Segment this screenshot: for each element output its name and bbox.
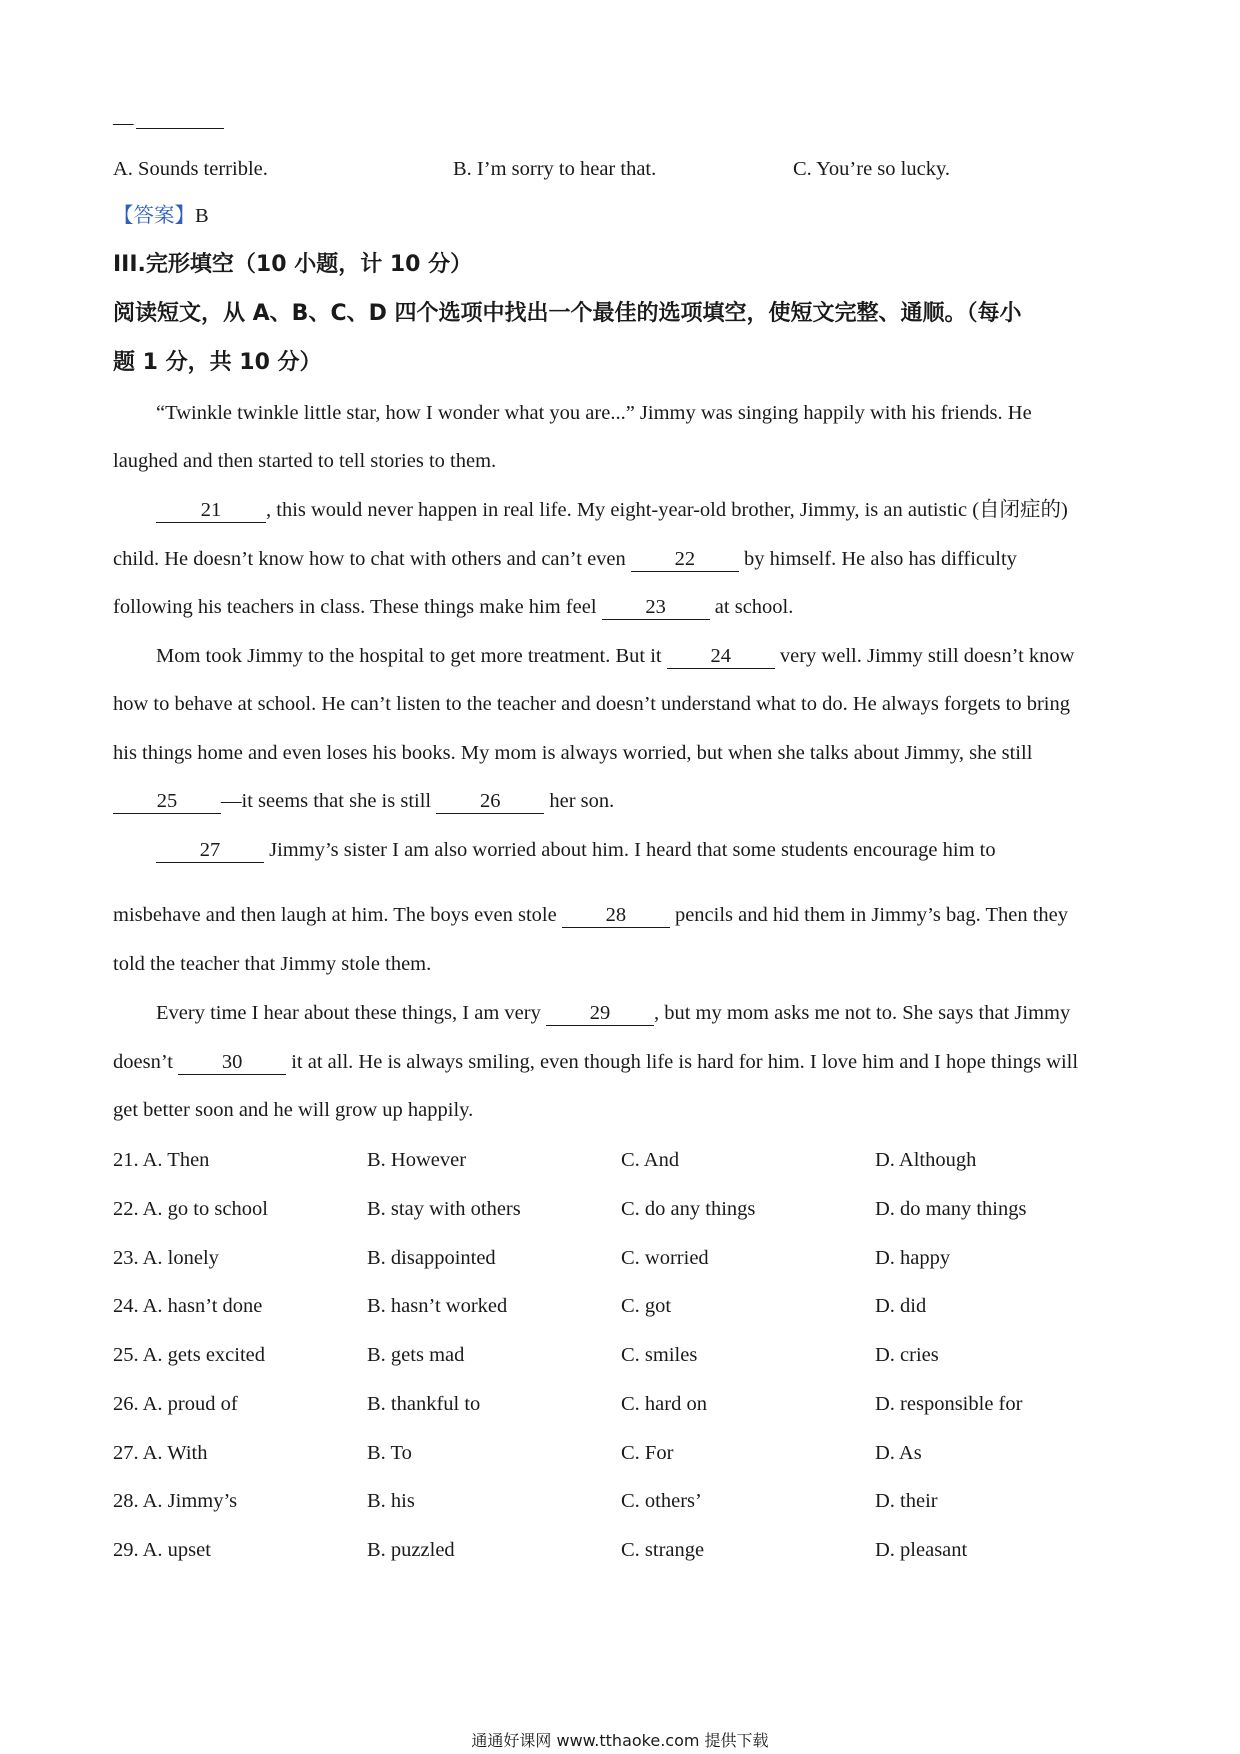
passage-line xyxy=(113,791,614,814)
blank-28: 28 xyxy=(562,905,670,928)
option-d: D. As xyxy=(875,1442,922,1464)
passage-text: pencils and hid them in Jimmy’s bag. Then they xyxy=(674,904,1068,926)
passage-text: child. He doesn’t know how to chat with others and can’t even xyxy=(113,548,626,570)
blank-22: 22 xyxy=(631,549,739,572)
passage-text: —it seems that she is still xyxy=(221,790,432,812)
option-c: C. You’re so lucky. xyxy=(793,158,950,180)
passage-line: laughed and then started to tell stories to them. xyxy=(113,450,497,472)
option-c: C. strange xyxy=(621,1539,705,1561)
passage-line xyxy=(113,905,1068,928)
question-row xyxy=(113,1393,1133,1417)
question-row xyxy=(113,1295,1133,1319)
passage-text: at school. xyxy=(714,596,794,618)
option-a: 27. A. With xyxy=(113,1442,208,1464)
option-a: 24. A. hasn’t done xyxy=(113,1295,263,1317)
answer-value: B xyxy=(195,205,209,227)
option-d: D. cries xyxy=(875,1344,939,1366)
passage-line: get better soon and he will grow up happily. xyxy=(113,1099,474,1121)
option-b: B. To xyxy=(367,1442,412,1464)
passage-line xyxy=(156,646,1074,669)
passage-text: misbehave and then laugh at him. The boys even stole xyxy=(113,904,557,926)
dash-mark: — xyxy=(113,112,134,134)
blank-30: 30 xyxy=(178,1052,286,1075)
option-c: C. hard on xyxy=(621,1393,707,1415)
blank-21: 21 xyxy=(156,500,266,523)
passage-line: how to behave at school. He can’t listen to the teacher and doesn’t understand what to do. He always forgets to bring xyxy=(113,693,1070,715)
option-a: 29. A. upset xyxy=(113,1539,211,1561)
question-row xyxy=(113,1539,1133,1563)
passage-line xyxy=(113,1052,1078,1075)
page-footer: 通通好课网 www.tthaoke.com 提供下载 xyxy=(471,1731,769,1750)
passage-text: her son. xyxy=(549,790,615,812)
option-c: C. got xyxy=(621,1295,672,1317)
passage-line xyxy=(156,1003,1070,1026)
section-title: III.完形填空（10 小题，计 10 分） xyxy=(113,252,473,277)
question-row xyxy=(113,1247,1133,1271)
option-d: D. did xyxy=(875,1295,927,1317)
option-d: D. Although xyxy=(875,1149,977,1171)
option-d: D. responsible for xyxy=(875,1393,1023,1415)
option-b: B. thankful to xyxy=(367,1393,481,1415)
answer-tag: 【答案】 xyxy=(113,205,195,227)
passage-text: Jimmy’s sister I am also worried about him. I heard that some students encourage him to xyxy=(269,839,996,861)
blank-25: 25 xyxy=(113,791,221,814)
option-a: 25. A. gets excited xyxy=(113,1344,266,1366)
option-c: C. others’ xyxy=(621,1490,702,1512)
passage-text: Every time I hear about these things, I am very xyxy=(156,1002,541,1024)
passage-line xyxy=(156,500,1068,523)
option-b: B. I’m sorry to hear that. xyxy=(453,158,657,180)
option-d: D. their xyxy=(875,1490,938,1512)
blank-23: 23 xyxy=(602,597,710,620)
passage-text: Mom took Jimmy to the hospital to get more treatment. But it xyxy=(156,645,662,667)
section-instruction-1: 阅读短文，从 A、B、C、D 四个选项中找出一个最佳的选项填空，使短文完整、通顺。（每小 xyxy=(113,301,1022,326)
option-a: 21. A. Then xyxy=(113,1149,210,1171)
passage-text: following his teachers in class. These things make him feel xyxy=(113,596,597,618)
option-a: A. Sounds terrible. xyxy=(113,158,268,180)
option-d: D. pleasant xyxy=(875,1539,968,1561)
passage-text: , this would never happen in real life. My eight-year-old brother, Jimmy, is an autistic (自闭症的) xyxy=(266,499,1068,521)
answer-line xyxy=(113,206,209,227)
passage-line: “Twinkle twinkle little star, how I wonder what you are...” Jimmy was singing happily with his friends. He xyxy=(156,402,1032,424)
option-a: 26. A. proud of xyxy=(113,1393,238,1415)
option-d: D. do many things xyxy=(875,1198,1027,1220)
passage-line xyxy=(156,840,996,863)
option-a: 28. A. Jimmy’s xyxy=(113,1490,238,1512)
passage-text: by himself. He also has difficulty xyxy=(744,548,1017,570)
question-row xyxy=(113,1442,1133,1466)
blank-27: 27 xyxy=(156,840,264,863)
passage-line xyxy=(113,597,793,620)
option-b: B. his xyxy=(367,1490,415,1512)
answer-dash-line xyxy=(113,113,224,134)
blank-26: 26 xyxy=(436,791,544,814)
option-b: B. However xyxy=(367,1149,467,1171)
question-row xyxy=(113,1198,1133,1222)
option-d: D. happy xyxy=(875,1247,951,1269)
question-row xyxy=(113,1344,1133,1368)
option-b: B. hasn’t worked xyxy=(367,1295,508,1317)
option-c: C. And xyxy=(621,1149,680,1171)
blank-29: 29 xyxy=(546,1003,654,1026)
blank-24: 24 xyxy=(667,646,775,669)
section-instruction-2: 题 1 分，共 10 分） xyxy=(113,350,322,375)
option-c: C. worried xyxy=(621,1247,709,1269)
passage-line xyxy=(113,549,1017,572)
option-b: B. gets mad xyxy=(367,1344,465,1366)
option-a: 23. A. lonely xyxy=(113,1247,219,1269)
passage-line: his things home and even loses his books. My mom is always worried, but when she talks about Jimmy, she still xyxy=(113,742,1033,764)
passage-text: very well. Jimmy still doesn’t know xyxy=(779,645,1075,667)
question-row xyxy=(113,1490,1133,1514)
option-c: C. smiles xyxy=(621,1344,698,1366)
passage-text: doesn’t xyxy=(113,1051,173,1073)
passage-text: , but my mom asks me not to. She says that Jimmy xyxy=(653,1002,1071,1024)
passage-line: told the teacher that Jimmy stole them. xyxy=(113,953,432,975)
option-b: B. stay with others xyxy=(367,1198,521,1220)
question-row xyxy=(113,1149,1133,1173)
option-b: B. puzzled xyxy=(367,1539,455,1561)
option-b: B. disappointed xyxy=(367,1247,496,1269)
option-c: C. do any things xyxy=(621,1198,756,1220)
answer-blank xyxy=(136,114,224,129)
option-a: 22. A. go to school xyxy=(113,1198,268,1220)
passage-text: it at all. He is always smiling, even though life is hard for him. I love him and I hope things will xyxy=(291,1051,1079,1073)
option-c: C. For xyxy=(621,1442,674,1464)
